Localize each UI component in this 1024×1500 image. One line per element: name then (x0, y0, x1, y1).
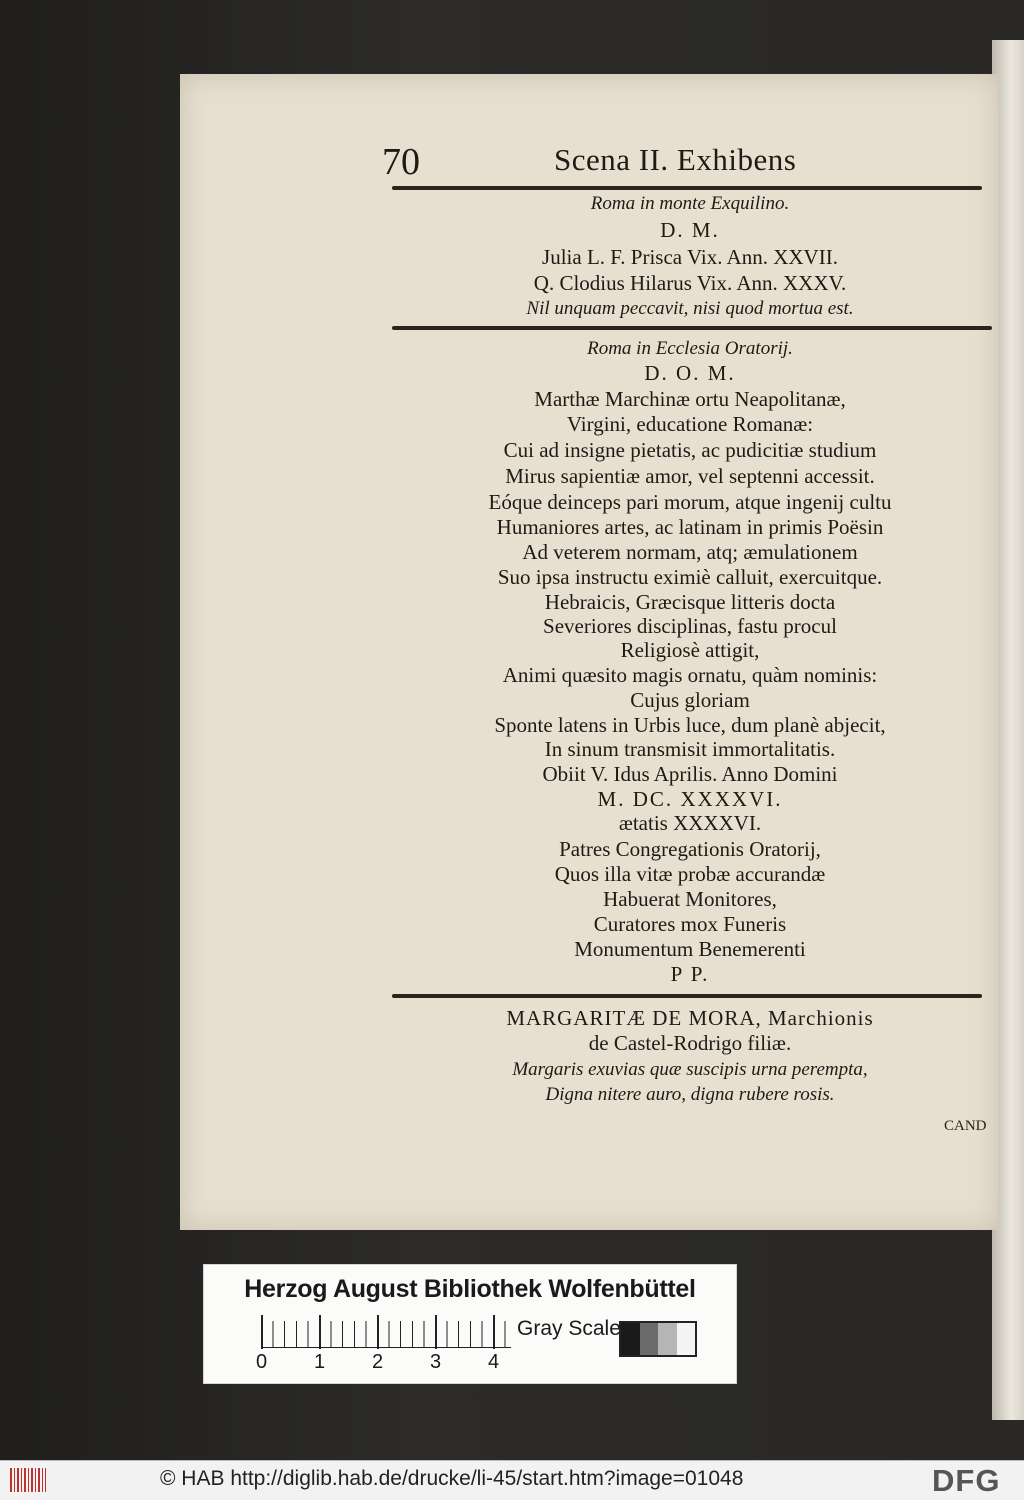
page-header (382, 140, 982, 182)
ruler-number: 1 (314, 1351, 326, 1373)
inscription2-line: M. DC. XXXXVI. (597, 787, 783, 811)
inscription3-verse: Digna nitere auro, digna rubere rosis. (545, 1084, 835, 1105)
inscription2-line: Monumentum Benemerenti (574, 937, 806, 961)
dfg-logo: DFG (932, 1463, 1001, 1498)
inscription2-line: Virgini, educatione Romanæ: (566, 412, 814, 436)
inscription2-line: Sponte latens in Urbis luce, dum planè abjecit, (494, 713, 886, 737)
inscription2-line: Patres Congregationis Oratorij, (559, 837, 821, 861)
footer-bar (0, 1460, 1024, 1500)
header-rule (392, 186, 982, 190)
inscription1-place: Roma in monte Exquilino. (590, 193, 790, 214)
swatch-black (621, 1323, 640, 1355)
inscription2-line: Cujus gloriam (630, 688, 750, 712)
inscription1-line: Nil unquam peccavit, nisi quod mortua est. (526, 298, 854, 319)
inscription2-line: Mirus sapientiæ amor, vel septenni accessit. (505, 464, 875, 488)
inscription2-line: Suo ipsa instructu eximiè calluit, exercuitque. (497, 565, 883, 589)
inscription2-line: D. O. M. (644, 361, 736, 385)
copyright-link[interactable]: © HAB http://diglib.hab.de/drucke/li-45/start.htm?image=01048 (160, 1467, 744, 1490)
ruler-number: 4 (488, 1351, 500, 1373)
barcode-icon (10, 1468, 46, 1492)
section-rule (392, 326, 992, 330)
inscription2-line: Obiit V. Idus Aprilis. Anno Domini (542, 762, 838, 786)
ruler-major-tick (319, 1315, 321, 1349)
swatch-light-gray (658, 1323, 677, 1355)
gray-scale-label: Gray Scale (517, 1317, 621, 1340)
running-head: Scena II. Exhibens (554, 142, 797, 177)
inscription1-line: D. M. (660, 218, 720, 242)
inscription1-line: Q. Clodius Hilarus Vix. Ann. XXXV. (533, 271, 847, 295)
inscription2-line: P P. (670, 962, 710, 986)
inscription2-line: Quos illa vitæ probæ accurandæ (554, 862, 826, 886)
inscription2-line: Marthæ Marchinæ ortu Neapolitanæ, (534, 387, 846, 411)
inscription2-line: Severiores disciplinas, fastu procul (543, 614, 837, 638)
inscription3-heading: MARGARITÆ DE MORA, Marchionis (506, 1006, 874, 1030)
inscription2-line: Eóque deinceps pari morum, atque ingenij cultu (488, 490, 892, 514)
page-number: 70 (382, 141, 420, 183)
swatch-dark-gray (640, 1323, 659, 1355)
inscription2-line: Humaniores artes, ac latinam in primis Poësin (496, 515, 884, 539)
inscription2-line: Hebraicis, Græcisque litteris docta (544, 590, 836, 614)
inscription2-line: In sinum transmisit immortalitatis. (544, 737, 836, 761)
swatch-white (677, 1323, 696, 1355)
inscription3-subheading: de Castel-Rodrigo filiæ. (588, 1031, 792, 1055)
ruler-number: 2 (372, 1351, 384, 1373)
inscription2-line: Religiosè attigit, (620, 638, 760, 662)
inscription2-line: Ad veterem normam, atq; æmulationem (522, 540, 858, 564)
inscription2-line: ætatis XXXXVI. (618, 811, 762, 835)
ruler-major-tick (261, 1315, 263, 1349)
ruler-major-tick (493, 1315, 495, 1349)
ruler-major-tick (435, 1315, 437, 1349)
section-rule (392, 994, 982, 998)
ruler-number: 0 (256, 1351, 268, 1373)
inscription2-line: Habuerat Monitores, (603, 887, 777, 911)
inscription2-line: Animi quæsito magis ornatu, quàm nominis: (502, 663, 878, 687)
inscription2-line: Cui ad insigne pietatis, ac pudicitiæ studium (503, 438, 877, 462)
gray-scale-card (203, 1264, 737, 1384)
inscription1-line: Julia L. F. Prisca Vix. Ann. XXVII. (542, 245, 838, 269)
inscription2-line: Curatores mox Funeris (593, 912, 787, 936)
catchword: CAND (944, 1118, 987, 1134)
inscription2-place: Roma in Ecclesia Oratorij. (587, 338, 793, 359)
gray-swatch (619, 1321, 697, 1357)
ruler-number: 3 (430, 1351, 442, 1373)
ruler-major-tick (377, 1315, 379, 1349)
ruler-scale (261, 1321, 511, 1348)
library-name: Herzog August Bibliothek Wolfenbüttel (244, 1275, 696, 1303)
inscription3-verse: Margaris exuvias quæ suscipis urna perempta, (512, 1059, 868, 1080)
